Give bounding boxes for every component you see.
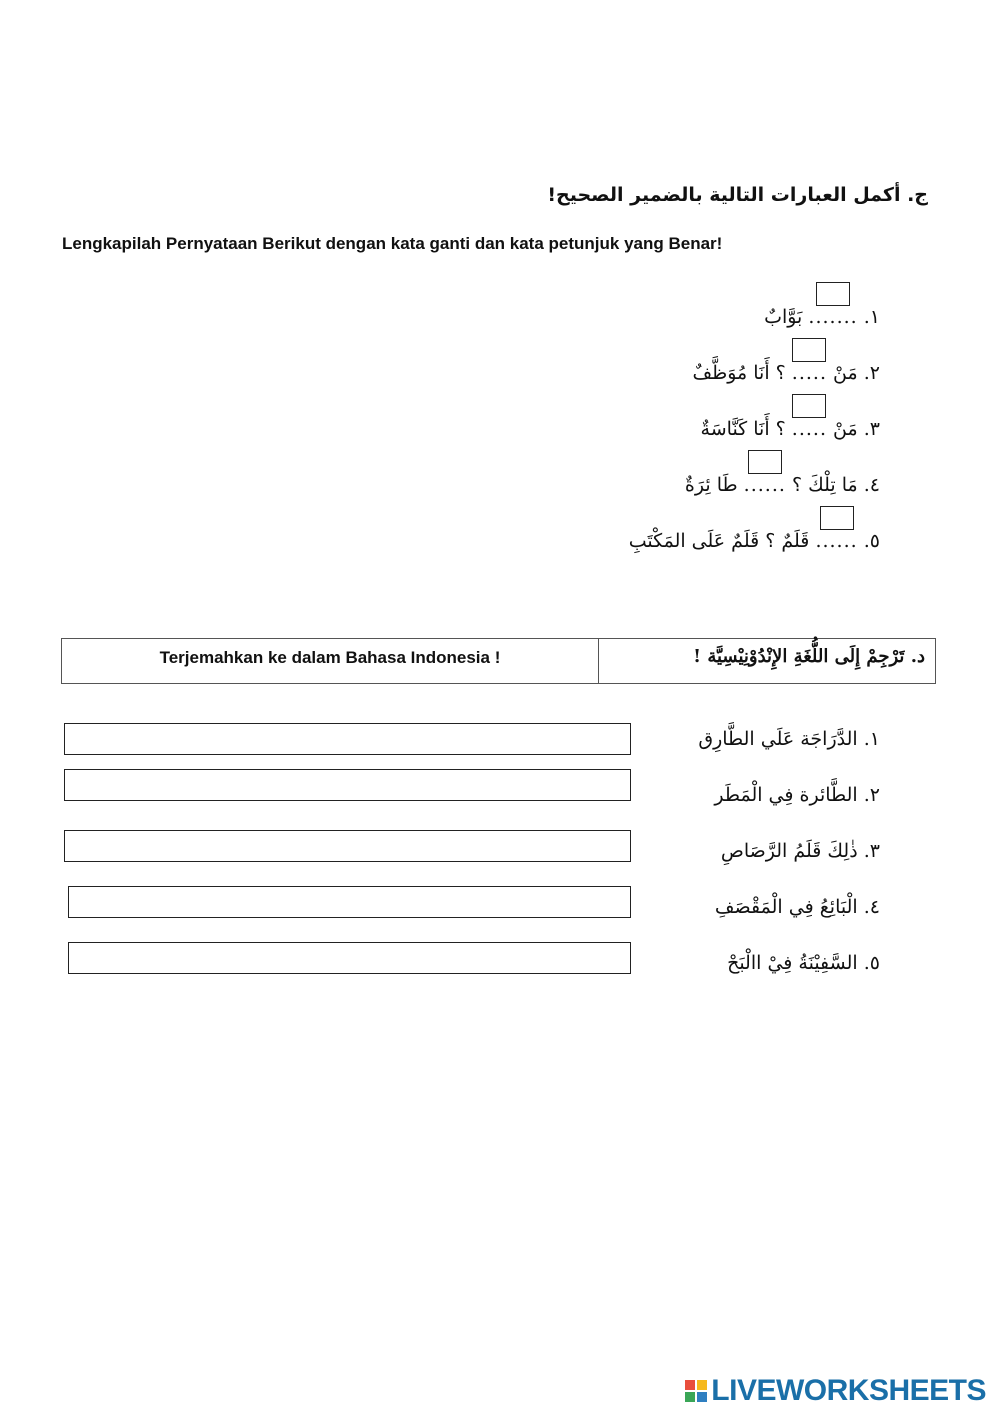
item-text-after: طَا ئِرَةٌ bbox=[684, 474, 738, 496]
item-text: ذٰلِكَ قَلَمُ الرَّصَاصِ bbox=[720, 840, 858, 862]
translation-input[interactable] bbox=[65, 770, 634, 802]
item-text-after: بَوَّابٌ bbox=[764, 306, 803, 328]
answer-box[interactable] bbox=[792, 394, 826, 418]
translate-item bbox=[698, 728, 880, 750]
fill-in-item bbox=[629, 530, 880, 552]
translation-input[interactable] bbox=[65, 724, 634, 756]
blank-dots: ..... bbox=[791, 418, 827, 440]
answer-box[interactable] bbox=[820, 506, 854, 530]
blank-dots: ....... bbox=[808, 306, 858, 328]
translate-item bbox=[721, 840, 880, 862]
fill-in-item bbox=[685, 474, 880, 496]
item-text-before: مَا تِلْكَ ؟ bbox=[791, 474, 858, 496]
logo-text: LIVEWORKSHEETS bbox=[711, 1374, 986, 1407]
translation-answer-box[interactable] bbox=[68, 942, 631, 974]
fill-in-item bbox=[764, 306, 880, 328]
blank-dots: ...... bbox=[815, 530, 858, 552]
item-number: ١. bbox=[863, 306, 880, 328]
item-number: ٥. bbox=[863, 952, 880, 974]
fill-in-item bbox=[701, 418, 880, 440]
section-d-title-indonesian: Terjemahkan ke dalam Bahasa Indonesia ! bbox=[62, 639, 599, 683]
translation-answer-box[interactable] bbox=[64, 723, 631, 755]
section-d-title-arabic: د. تَرْجِمْ إِلَى اللُّغَةِ الإِنْدُوْنِيْسِيَّة ! bbox=[693, 646, 925, 667]
item-text-before: مَنْ bbox=[833, 362, 858, 384]
item-text: الْبَائِعُ فِي الْمَقْصَفِ bbox=[714, 896, 858, 918]
translation-input[interactable] bbox=[65, 831, 634, 863]
item-number: ٢. bbox=[863, 784, 880, 806]
item-text: الدَّرَاجَة عَلَي الطَّارِق bbox=[698, 728, 858, 750]
translate-item bbox=[727, 952, 880, 974]
translate-item bbox=[715, 896, 880, 918]
translation-answer-box[interactable] bbox=[68, 886, 631, 918]
item-text: الطَّائرة فِي الْمَطَر bbox=[714, 784, 858, 806]
item-number: ٤. bbox=[863, 474, 880, 496]
item-number: ٣. bbox=[863, 418, 880, 440]
item-number: ٤. bbox=[863, 896, 880, 918]
logo-icon bbox=[685, 1380, 707, 1402]
blank-dots: ...... bbox=[743, 474, 786, 496]
item-text: السَّفِيْنَةُ فِيْ االْبَحْ bbox=[727, 952, 858, 974]
translation-answer-box[interactable] bbox=[64, 830, 631, 862]
item-number: ٣. bbox=[863, 840, 880, 862]
blank-slot bbox=[744, 474, 786, 496]
answer-box[interactable] bbox=[816, 282, 850, 306]
item-number: ٥. bbox=[863, 530, 880, 552]
item-text-after: قَلَمٌ ؟ قَلَمٌ عَلَى المَكْتَبِ bbox=[628, 530, 810, 552]
item-text-before: مَنْ bbox=[833, 418, 858, 440]
fill-in-item bbox=[692, 362, 880, 384]
blank-slot bbox=[808, 306, 857, 328]
translation-answer-box[interactable] bbox=[64, 769, 631, 801]
blank-slot bbox=[792, 362, 827, 384]
item-number: ٢. bbox=[863, 362, 880, 384]
item-text-after: ؟ أَنَا مُوَظَّفٌ bbox=[692, 362, 786, 384]
translation-input[interactable] bbox=[69, 887, 634, 919]
blank-dots: ..... bbox=[791, 362, 827, 384]
section-c-title-arabic: ج. أكمل العبارات التالية بالضمير الصحيح! bbox=[547, 184, 928, 206]
blank-slot bbox=[792, 418, 827, 440]
item-number: ١. bbox=[863, 728, 880, 750]
item-text-after: ؟ أَنَا كَنَّاسَةٌ bbox=[700, 418, 786, 440]
translation-input[interactable] bbox=[69, 943, 634, 975]
blank-slot bbox=[815, 530, 857, 552]
answer-box[interactable] bbox=[792, 338, 826, 362]
section-d-header-table bbox=[61, 638, 936, 684]
translate-item bbox=[714, 784, 880, 806]
answer-box[interactable] bbox=[748, 450, 782, 474]
liveworksheets-logo bbox=[685, 1374, 986, 1408]
section-c-title-indonesian: Lengkapilah Pernyataan Berikut dengan kata ganti dan kata petunjuk yang Benar! bbox=[62, 234, 723, 253]
